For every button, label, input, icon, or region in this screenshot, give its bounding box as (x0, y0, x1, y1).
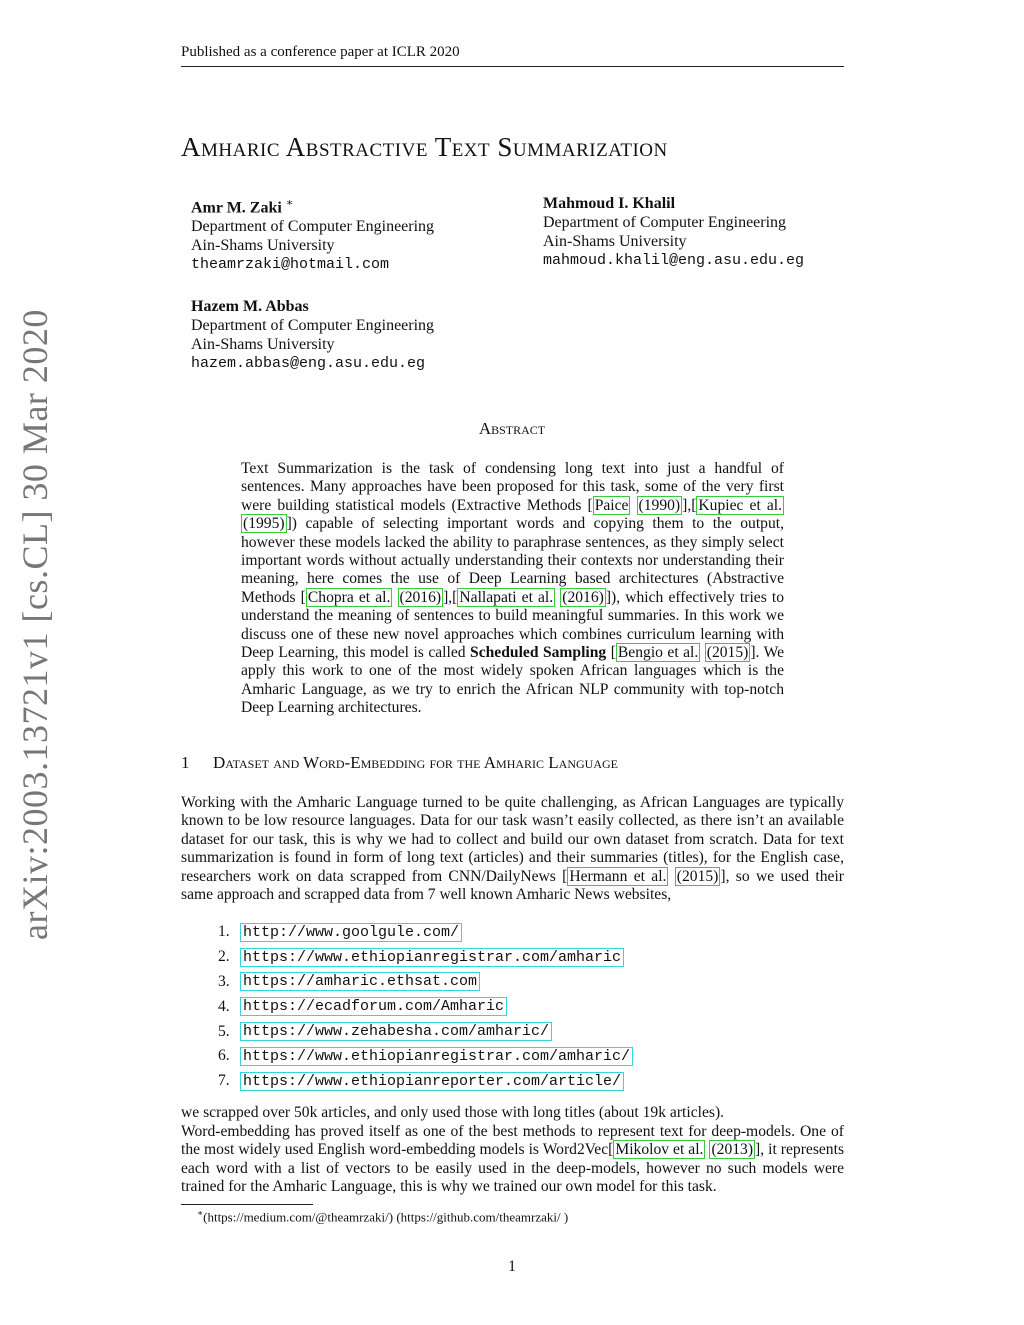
list-index: 5. (218, 1022, 230, 1040)
footnote-marker[interactable]: ∗ (285, 197, 294, 209)
list-item (218, 1044, 633, 1069)
author-dept: Department of Computer Engineering (191, 218, 435, 236)
author-email: theamrzaki@hotmail.com (191, 256, 390, 274)
section-paragraph-3 (181, 1123, 844, 1197)
citation-link[interactable]: (1990) (638, 496, 681, 514)
author-univ: Ain-Shams University (191, 237, 335, 255)
citation-link[interactable]: Chopra et al. (307, 588, 391, 606)
list-index: 6. (218, 1047, 230, 1065)
list-item (218, 1069, 633, 1094)
url-link[interactable]: https://amharic.ethsat.com (240, 972, 480, 991)
author-email: mahmoud.khalil@eng.asu.edu.eg (543, 252, 805, 269)
url-link[interactable]: https://www.ethiopianregistrar.com/amharic/ (240, 1047, 633, 1066)
citation-link[interactable]: Bengio et al. (617, 644, 699, 662)
list-item (218, 994, 633, 1019)
section-paragraph-1 (181, 794, 844, 904)
list-item (218, 970, 633, 995)
list-index: 2. (218, 948, 230, 966)
paragraph-text: Word-embedding has proved itself as one of the best methods to represent text for deep-models. One of the most widely used English word-embedding models is Word2Vec[ (181, 1123, 844, 1159)
page-number: 1 (508, 1258, 516, 1275)
abstract-text: ],[ (443, 588, 458, 606)
footnote-marker: ∗ (197, 1208, 204, 1218)
footnote-text: (https://medium.com/@theamrzaki/) (https://github.com/theamrzaki/ ) (203, 1209, 569, 1225)
citation-link[interactable]: (2016) (399, 588, 442, 606)
author-block-2 (543, 194, 804, 270)
model-name: Scheduled Sampling (470, 644, 607, 662)
citation-link[interactable]: Hermann et al. (569, 867, 667, 885)
paragraph-text: ], it represents each word with a list of vectors to be easily used in the deep-models, however no such models were trained for the Amharic Language, this is why we trained our own model for this task. (181, 1141, 845, 1196)
header-rule (181, 66, 844, 67)
author-name: Mahmoud I. Khalil (543, 195, 676, 212)
list-item (218, 920, 633, 945)
citation-link[interactable]: (1995) (243, 515, 285, 533)
author-name: Amr M. Zaki (191, 199, 282, 217)
list-index: 3. (218, 972, 230, 990)
section-paragraph-2: we scrapped over 50k articles, and only used those with long titles (about 19k articles). (181, 1104, 725, 1121)
url-list (218, 920, 633, 1094)
citation-link[interactable]: (2016) (562, 588, 604, 606)
author-name: Hazem M. Abbas (191, 298, 309, 315)
list-item (218, 945, 633, 970)
list-item (218, 1019, 633, 1044)
citation-link[interactable]: Paice (594, 496, 629, 514)
abstract-text: ]) capable of selecting important words and copying them to the output, however these models lacked the ability to paraphrase sentences, as they simply select important words without actually understanding their contexts nor understanding their meaning, here comes the use of Deep Learning based architectures (Abstractive Methods [ (241, 515, 784, 606)
citation-link[interactable]: (2013) (711, 1141, 754, 1159)
citation-link[interactable]: (2015) (676, 867, 719, 885)
list-index: 4. (218, 997, 230, 1015)
paragraph-text: Working with the Amharic Language turned to be quite challenging, as African Languages are typically known to be low resource languages. Data for our task wasn’t easily collected, as there isn’t an available dataset for our task, this is why we had to collect and build our own dataset from scratch. Data for text summarization is found in form of long text (articles) and their summaries (titles), for the English case, researchers work on data scrapped from CNN/DailyNews [ (181, 794, 844, 885)
citation-link[interactable]: Mikolov et al. (615, 1141, 704, 1159)
list-index: 1. (218, 923, 230, 941)
abstract-text: ],[ (682, 496, 697, 514)
arxiv-stamp: arXiv:2003.13721v1 [cs.CL] 30 Mar 2020 (15, 309, 55, 940)
list-index: 7. (218, 1072, 230, 1090)
paper-title: Amharic Abstractive Text Summarization (181, 132, 668, 162)
url-link[interactable]: https://www.zehabesha.com/amharic/ (240, 1022, 552, 1041)
citation-link[interactable]: Nallapati et al. (459, 588, 554, 606)
author-block-3 (191, 297, 434, 373)
section-title: Dataset and Word-Embedding for the Amharic Language (213, 753, 618, 772)
paragraph-text: ], so we used their same approach and scrapped data from 7 well known Amharic News websites, (181, 867, 844, 904)
section-number: 1 (181, 753, 190, 772)
abstract-text: Text Summarization is the task of condensing long text into just a handful of sentences. Many approaches have been proposed for this task, some of the very first were building statistical models (Extractive Methods [ (241, 460, 784, 514)
author-dept: Department of Computer Engineering (191, 317, 435, 334)
abstract-heading: Abstract (478, 419, 546, 438)
author-dept: Department of Computer Engineering (543, 214, 787, 231)
url-link[interactable]: http://www.goolgule.com/ (240, 923, 462, 942)
abstract-body (241, 460, 784, 718)
footnote (197, 1208, 568, 1225)
running-header: Published as a conference paper at ICLR 2020 (181, 44, 460, 60)
url-link[interactable]: https://www.ethiopianregistrar.com/amharic (240, 948, 624, 967)
abstract-text: ]), which effectively tries to understand the meaning of sentences to build meaningful summaries. In this work we discuss one of these new novel approaches which combines curriculum learning with Deep Learning, this model is called (241, 588, 785, 662)
url-link[interactable]: https://www.ethiopianreporter.com/article/ (240, 1072, 624, 1091)
abstract-text: ]. We apply this work to one of the most widely spoken African languages which is the Amharic Language, as we try to enrich the African NLP community with top-notch Deep Learning architectures. (241, 644, 785, 717)
author-block-1 (191, 194, 434, 274)
author-univ: Ain-Shams University (543, 233, 687, 250)
footnote-rule (181, 1204, 313, 1205)
citation-link[interactable]: (2015) (706, 644, 749, 662)
citation-link[interactable]: Kupiec et al. (698, 496, 782, 514)
section-heading (181, 753, 618, 773)
author-email: hazem.abbas@eng.asu.edu.eg (191, 355, 426, 372)
abstract-text: [ (606, 644, 616, 662)
url-link[interactable]: https://ecadforum.com/Amharic (240, 997, 507, 1016)
author-univ: Ain-Shams University (191, 336, 335, 353)
